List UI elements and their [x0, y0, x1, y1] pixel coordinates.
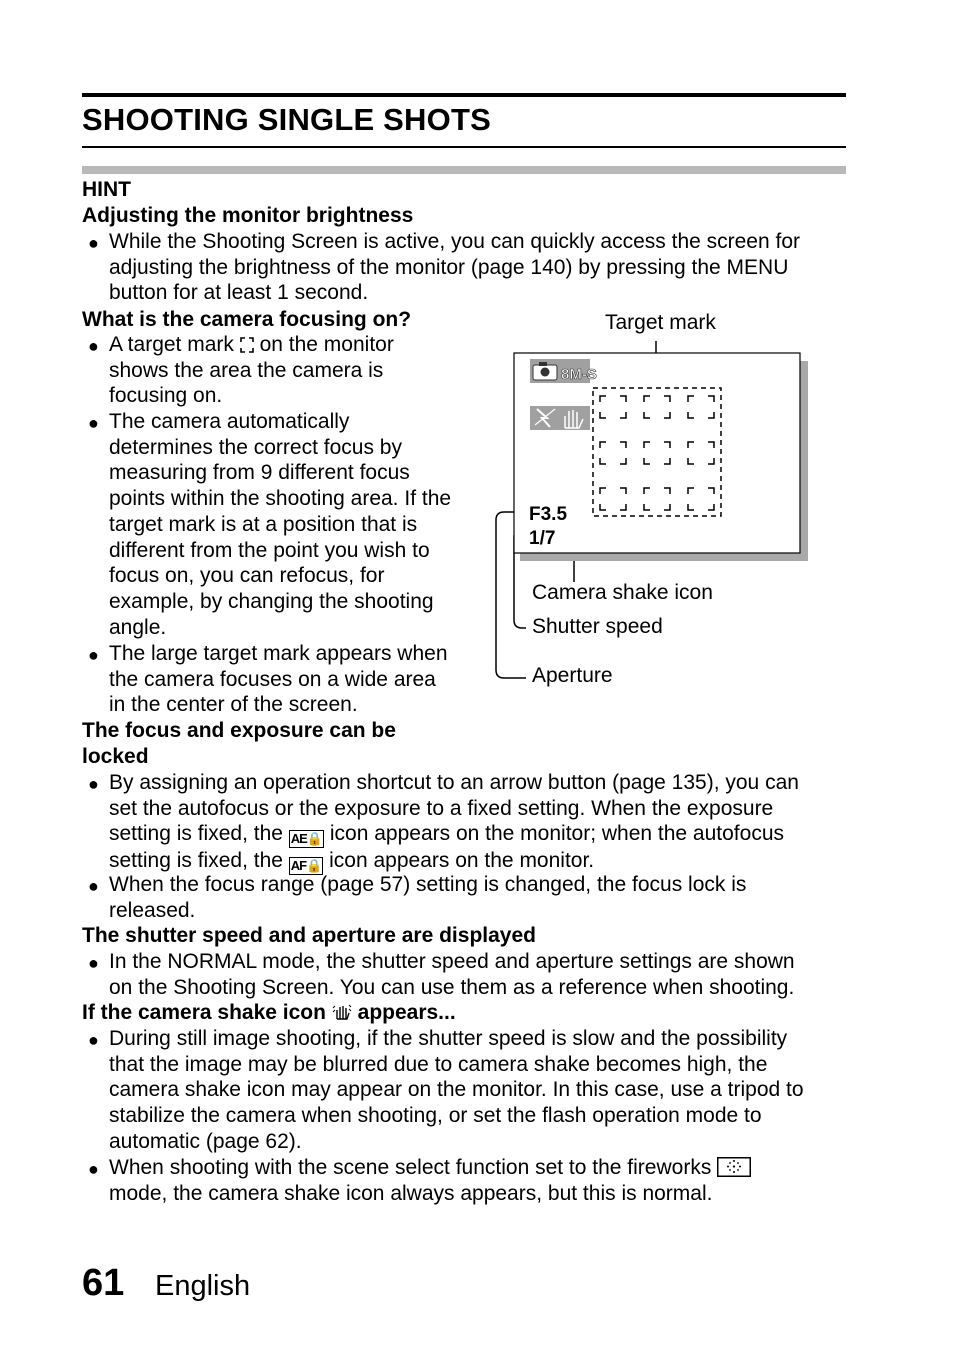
bullet-icon: ●: [88, 774, 99, 794]
bullet-fireworks: When shooting with the scene select function set to the fireworks mode, the camera shake icon always appears, but this is normal.: [109, 1155, 751, 1206]
bullet-still-shooting: During still image shooting, if the shutter speed is slow and the possibility that the image may be blurred due to camera shake becomes high, the camera shake icon may appear on the monitor. In this case, use a tripod to stabilize the camera when shooting, or set the flash operation mode to automatic (page 62).: [109, 1027, 804, 1153]
page-number: 61: [82, 1262, 125, 1304]
top-rule: [82, 93, 846, 97]
bullet-icon: ●: [88, 876, 99, 896]
section-heading-lock: The focus and exposure can be locked: [82, 719, 396, 768]
label-camera-shake: Camera shake icon: [532, 581, 713, 604]
bullet-icon: ●: [88, 413, 99, 433]
aperture-value: F3.5: [529, 504, 568, 525]
section-heading-camera-shake: If the camera shake icon appears...: [82, 1001, 456, 1024]
bullet-target-mark: A target mark on the monitor shows the area the camera is focusing on.: [109, 333, 394, 408]
monitor-diagram: [480, 300, 846, 710]
shutter-value: 1/7: [529, 528, 556, 549]
resolution-badge: 8M-S: [561, 366, 597, 383]
ae-lock-icon: AE🔒: [290, 831, 323, 847]
bullet-normal-mode: In the NORMAL mode, the shutter speed and aperture settings are shown on the Shooting Screen. You can use them as a reference when shooting.: [109, 950, 795, 999]
bullet-focus-range: When the focus range (page 57) setting is changed, the focus lock is released.: [109, 873, 747, 922]
bullet-icon: ●: [88, 1030, 99, 1050]
hint-label: HINT: [82, 178, 131, 201]
label-target-mark: Target mark: [605, 311, 716, 334]
bullet-brightness: While the Shooting Screen is active, you can quickly access the screen for adjusting the brightness of the monitor (page 140) by pressing the MENU button for at least 1 second.: [109, 230, 801, 305]
section-heading-brightness: Adjusting the monitor brightness: [82, 204, 414, 227]
bullet-icon: ●: [88, 645, 99, 665]
bullet-icon: ●: [88, 336, 99, 356]
bullet-icon: ●: [88, 233, 99, 253]
section-heading-shutter: The shutter speed and aperture are displayed: [82, 924, 536, 947]
fireworks-icon: [717, 1157, 751, 1177]
bullet-auto-focus: The camera automatically determines the correct focus by measuring from 9 different focus points within the shooting area. If the target mark is at a position that is different from the point you wish to focus on, you can refocus, for example, by changing the shooting angle.: [109, 410, 452, 639]
bullet-large-target: The large target mark appears when the camera focuses on a wide area in the center of the screen.: [109, 642, 448, 717]
bullet-icon: ●: [88, 1159, 99, 1179]
title-rule: [82, 146, 846, 148]
bullet-shortcut: By assigning an operation shortcut to an arrow button (page 135), you can set the autofocus or the exposure to a fixed setting. When the exposure setting is fixed, the AE🔒 icon appears on the monitor; when the autofocus setting is fixed, the AF🔒 icon appears on the monitor.: [109, 771, 799, 874]
bullet-icon: ●: [88, 953, 99, 973]
label-shutter-speed: Shutter speed: [532, 615, 663, 638]
page-title: SHOOTING SINGLE SHOTS: [82, 102, 491, 137]
hint-bar: [82, 166, 846, 174]
language-label: English: [155, 1270, 251, 1302]
label-aperture: Aperture: [532, 664, 613, 687]
af-lock-icon: AF🔒: [290, 858, 322, 874]
target-mark-icon: [240, 337, 254, 353]
camera-shake-icon: [332, 1003, 352, 1021]
section-heading-focusing: What is the camera focusing on?: [82, 308, 412, 331]
